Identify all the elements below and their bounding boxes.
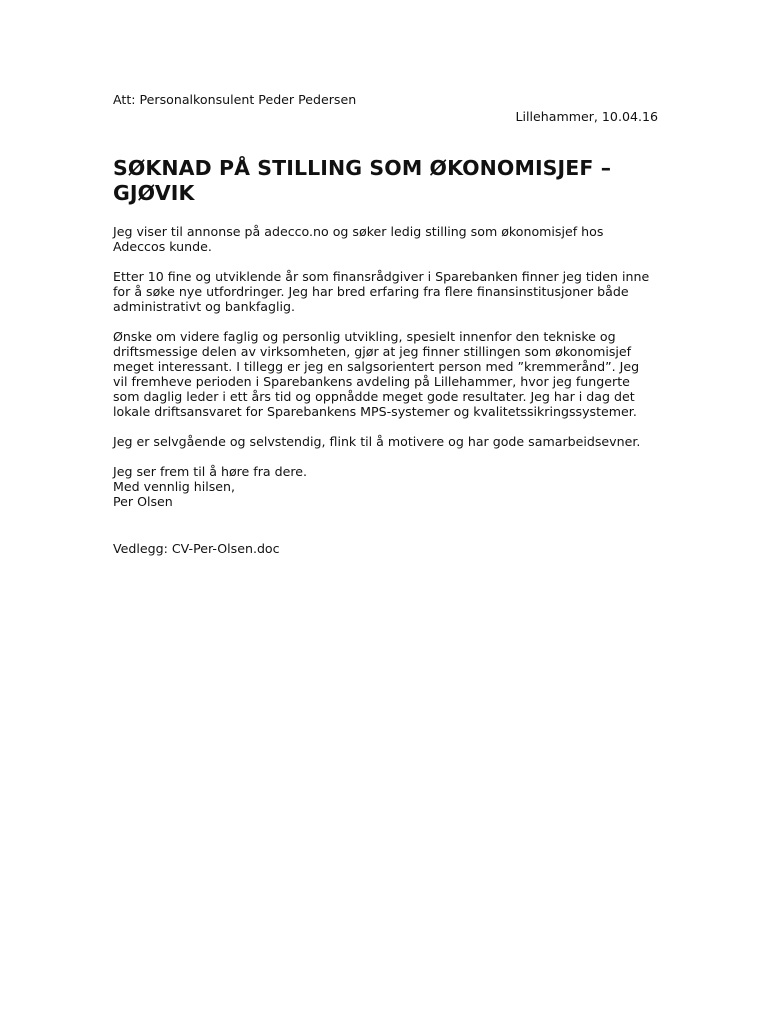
letter-closing	[113, 464, 658, 509]
paragraph-line: for å søke nye utfordringer. Jeg har bred erfaring fra flere finansinstitusjoner både	[113, 284, 629, 299]
paragraph-qualities	[113, 434, 658, 449]
paragraph-line: administrativt og bankfaglig.	[113, 299, 296, 314]
paragraph-motivation	[113, 329, 658, 419]
paragraph-line: driftsmessige delen av virksomheten, gjør at jeg finner stillingen som økonomisjef	[113, 344, 632, 359]
paragraph-intro	[113, 224, 658, 254]
paragraph-line: vil fremheve perioden i Sparebankens avdeling på Lillehammer, hvor jeg fungerte	[113, 374, 630, 389]
paragraph-experience	[113, 269, 658, 314]
paragraph-line: lokale driftsansvaret for Sparebankens MPS-systemer og kvalitetssikringssystemer.	[113, 404, 637, 419]
paragraph-line: Etter 10 fine og utviklende år som finansrådgiver i Sparebanken finner jeg tiden inne	[113, 269, 650, 284]
title-line: SØKNAD PÅ STILLING SOM ØKONOMISJEF –	[113, 156, 612, 180]
letter-page	[113, 92, 658, 556]
paragraph-line: Jeg er selvgående og selvstendig, flink til å motivere og har gode samarbeidsevner.	[113, 434, 641, 449]
closing-line: Jeg ser frem til å høre fra dere.	[113, 464, 308, 479]
attachment-line: Vedlegg: CV-Per-Olsen.doc	[113, 541, 280, 556]
attention-line: Att: Personalkonsulent Peder Pedersen	[113, 92, 357, 107]
paragraph-line: meget interessant. I tillegg er jeg en salgsorientert person med ”kremmerånd”. Jeg	[113, 359, 640, 374]
letter-title	[113, 156, 658, 206]
paragraph-line: Adeccos kunde.	[113, 239, 212, 254]
paragraph-line: som daglig leder i ett års tid og oppnådde meget gode resultater. Jeg har i dag det	[113, 389, 635, 404]
place-date-line: Lillehammer, 10.04.16	[515, 109, 658, 124]
paragraph-line: Ønske om videre faglig og personlig utvikling, spesielt innenfor den tekniske og	[113, 329, 616, 344]
salutation: Med vennlig hilsen,	[113, 479, 236, 494]
title-line: GJØVIK	[113, 181, 195, 205]
paragraph-line: Jeg viser til annonse på adecco.no og søker ledig stilling som økonomisjef hos	[113, 224, 604, 239]
signature-name: Per Olsen	[113, 494, 173, 509]
